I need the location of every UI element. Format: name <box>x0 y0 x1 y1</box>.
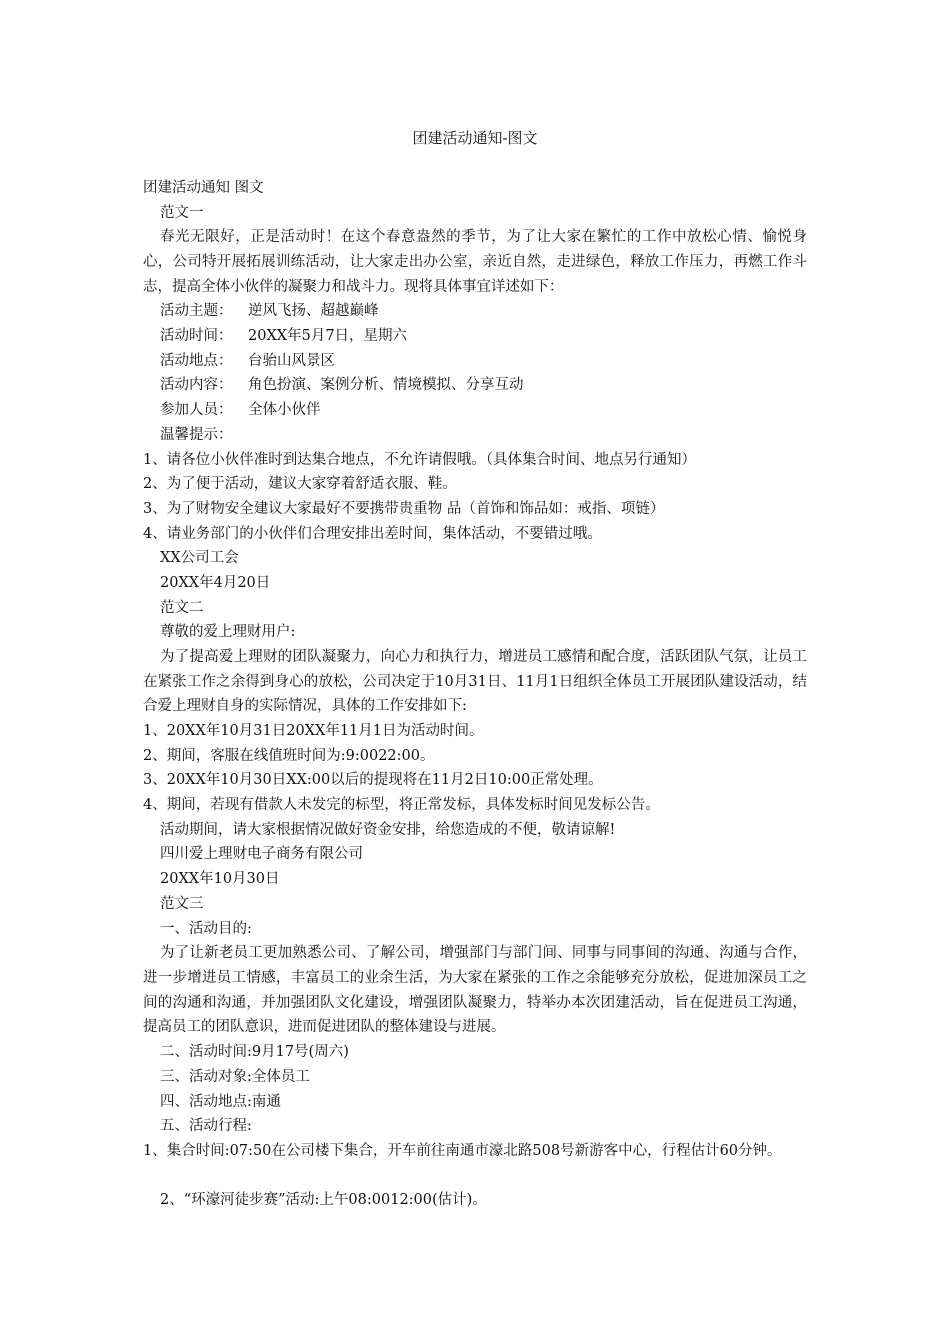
section-1-theme <box>143 299 807 324</box>
time-value: 20XX年5月7日，星期六 <box>248 328 408 345</box>
place-value: 台骀山风景区 <box>248 352 335 369</box>
section-3-step-2: 2、“环濠河徒步赛”活动:上午08:0012:00(估计)。 <box>160 1191 487 1208</box>
section-2-greeting: 尊敬的爱上理财用户: <box>160 624 296 641</box>
section-1-time <box>143 324 807 349</box>
section-2-date: 20XX年10月30日 <box>160 871 280 888</box>
document-heading: 团建活动通知 图文 <box>143 180 264 196</box>
section-1-org: XX公司工会 <box>160 550 239 567</box>
section-2-item-3: 3、20XX年10月30日XX:00以后的提现将在11月2日10:00正常处理。 <box>143 772 603 789</box>
section-3-purpose-title: 一、活动目的: <box>160 920 252 937</box>
tip-3: 3、为了财物安全建议大家最好不要携带贵重物 品（首饰和饰品如：戒指、项链） <box>143 500 665 517</box>
time-key: 活动时间： <box>160 328 233 345</box>
section-3-place: 四、活动地点:南通 <box>160 1093 281 1110</box>
people-key: 参加人员： <box>160 402 233 419</box>
section-1-date: 20XX年4月20日 <box>160 574 271 591</box>
document-body <box>143 176 807 1213</box>
content-key: 活动内容： <box>160 377 233 394</box>
section-1-place <box>143 349 807 374</box>
section-2-org: 四川爱上理财电子商务有限公司 <box>160 846 363 863</box>
tip-2: 2、为了便于活动，建议大家穿着舒适衣服、鞋。 <box>143 476 457 493</box>
section-2-item-2: 2、期间，客服在线值班时间为:9:0022:00。 <box>143 747 435 764</box>
people-value: 全体小伙伴 <box>248 402 321 419</box>
tip-1: 1、请各位小伙伴准时到达集合地点，不允许请假哦。（具体集合时间、地点另行通知） <box>143 451 696 468</box>
tip-4: 4、请业务部门的小伙伴们合理安排出差时间，集体活动，不要错过哦。 <box>143 525 602 542</box>
place-key: 活动地点： <box>160 352 233 369</box>
section-1-intro: 春光无限好，正是活动时！在这个春意盎然的季节，为了让大家在繁忙的工作中放松心情、愉悦身心，公司特开展拓展训练活动，让大家走出办公室，亲近自然，走进绿色，释放工作压力，再燃工作斗志，提高全体小伙伴的凝聚力和战斗力。现将具体事宜详述如下： <box>143 229 807 295</box>
theme-key: 活动主题： <box>160 303 233 320</box>
section-2-item-4: 4、期间，若现有借款人未发完的标型，将正常发标，具体发标时间见发标公告。 <box>143 797 660 814</box>
section-2-item-1: 1、20XX年10月31日20XX年11月1日为活动时间。 <box>143 723 484 739</box>
section-1-label: 范文一 <box>160 204 204 221</box>
section-3-time: 二、活动时间:9月17号(周六) <box>160 1044 349 1061</box>
section-3-target: 三、活动对象:全体员工 <box>160 1068 310 1085</box>
section-1-people <box>143 398 807 423</box>
section-3-step-1: 1、集合时间:07:50在公司楼下集合，开车前往南通市濠北路508号新游客中心，行程估计60分钟。 <box>143 1142 782 1159</box>
section-1-content <box>143 373 807 398</box>
section-3-label: 范文三 <box>160 895 204 912</box>
tips-title: 温馨提示： <box>160 426 233 443</box>
section-3-purpose: 为了让新老员工更加熟悉公司、了解公司，增强部门与部门间、同事与同事间的沟通、沟通与合作，进一步增进员工情感，丰富员工的业余生活，为大家在紧张的工作之余能够充分放松，促进加深员工之间的沟通和沟通，并加强团队文化建设，增强团队凝聚力，特举办本次团建活动，旨在促进员工沟通，提高员工的团队意识，进而促进团队的整体建设与进展。 <box>143 945 807 1036</box>
document-title: 团建活动通知-图文 <box>412 129 538 147</box>
section-2-intro: 为了提高爱上理财的团队凝聚力，向心力和执行力，增进员工感情和配合度，活跃团队气氛，让员工在紧张工作之余得到身心的放松，公司决定于10月31日、11月1日组织全体员工开展团队建设活动，结合爱上理财自身的实际情况，具体的工作安排如下: <box>143 649 807 715</box>
content-value: 角色扮演、案例分析、情境模拟、分享互动 <box>248 377 524 394</box>
section-3-schedule-title: 五、活动行程: <box>160 1118 252 1135</box>
theme-value: 逆风飞扬、超越巅峰 <box>248 303 379 320</box>
section-2-label: 范文二 <box>160 599 204 616</box>
section-2-note: 活动期间，请大家根据情况做好资金安排，给您造成的不便，敬请谅解! <box>160 821 616 838</box>
